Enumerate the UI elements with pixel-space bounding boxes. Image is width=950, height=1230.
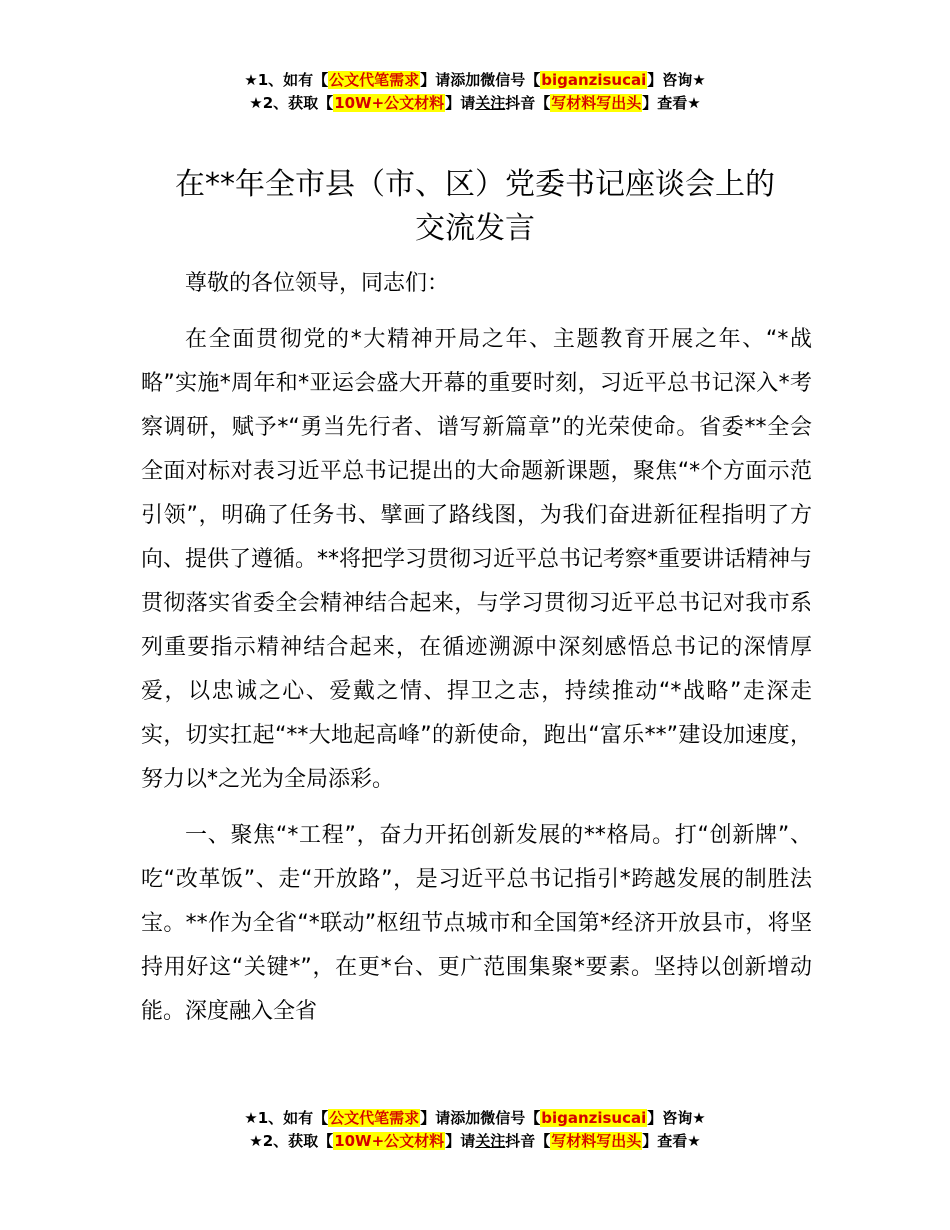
title-line-2: 交流发言 <box>415 211 535 246</box>
header-banner <box>0 69 950 115</box>
banner-highlight: 10W+公文材料 <box>334 94 445 112</box>
banner-line-1 <box>0 69 950 92</box>
banner-text: 】查看★ <box>642 94 701 112</box>
banner-text: 】请添加微信号【 <box>420 1109 541 1127</box>
paragraph-1: 在全面贯彻党的*大精神开局之年、主题教育开展之年、“*战略”实施*周年和*亚运会盛大开幕的重要时刻，习近平总书记深入*考察调研，赋予*“勇当先行者、谱写新篇章”的光荣使命。省委**全会全面对标对表习近平总书记提出的大命题新课题，聚焦“*个方面示范引领”，明确了任务书、擘画了路线图，为我们奋进新征程指明了方向、提供了遵循。**将把学习贯彻习近平总书记考察*重要讲话精神与贯彻落实省委全会精神结合起来，与学习贯彻习近平总书记对我市系列重要指示精神结合起来，在循迹溯源中深刻感悟总书记的深情厚爱，以忠诚之心、爱戴之情、捍卫之志，持续推动“*战略”走深走实，切实扛起“**大地起高峰”的新使命，跑出“富乐**”建设加速度，努力以*之光为全局添彩。 <box>141 327 813 792</box>
banner-text: 】查看★ <box>642 1132 701 1150</box>
banner-text: ★2、获取【 <box>249 94 334 112</box>
banner-highlight-douyin: 写材料写出头 <box>551 1132 642 1150</box>
banner-text: 】咨询★ <box>647 71 706 89</box>
banner-highlight: 10W+公文材料 <box>334 1132 445 1150</box>
banner-text: 】咨询★ <box>647 1109 706 1127</box>
banner-highlight-wechat: biganzisucai <box>541 1109 647 1127</box>
banner-highlight-douyin: 写材料写出头 <box>551 94 642 112</box>
banner-underlined: 关注 <box>475 1132 506 1150</box>
banner-text: 抖音【 <box>505 94 551 112</box>
banner-text: ★2、获取【 <box>249 1132 334 1150</box>
banner-line-1 <box>0 1107 950 1130</box>
banner-line-2 <box>0 1130 950 1153</box>
banner-text: ★1、如有【 <box>244 71 329 89</box>
footer-banner <box>0 1107 950 1153</box>
banner-text: ★1、如有【 <box>244 1109 329 1127</box>
banner-underlined: 关注 <box>475 94 506 112</box>
document-body <box>141 262 812 1034</box>
banner-text: 】请 <box>445 94 476 112</box>
paragraph-2: 一、聚焦“*工程”，奋力开拓创新发展的**格局。打“创新牌”、吃“改革饭”、走“开放路”，是习近平总书记指引*跨越发展的制胜法宝。**作为全省“*联动”枢纽节点城市和全国第*经济开放县市，将坚持用好这“关键*”，在更*台、更广范围集聚*要素。坚持以创新增动能。深度融入全省 <box>141 823 812 1024</box>
banner-text: 抖音【 <box>505 1132 551 1150</box>
banner-highlight-wechat: biganzisucai <box>541 71 647 89</box>
document-title <box>120 163 830 251</box>
banner-line-2 <box>0 92 950 115</box>
title-line-1: 在**年全市县（市、区）党委书记座谈会上的 <box>175 167 775 202</box>
banner-text: 】请 <box>445 1132 476 1150</box>
banner-text: 】请添加微信号【 <box>420 71 541 89</box>
banner-highlight: 公文代笔需求 <box>329 1109 420 1127</box>
banner-highlight: 公文代笔需求 <box>329 71 420 89</box>
salutation: 尊敬的各位领导，同志们： <box>185 271 450 296</box>
